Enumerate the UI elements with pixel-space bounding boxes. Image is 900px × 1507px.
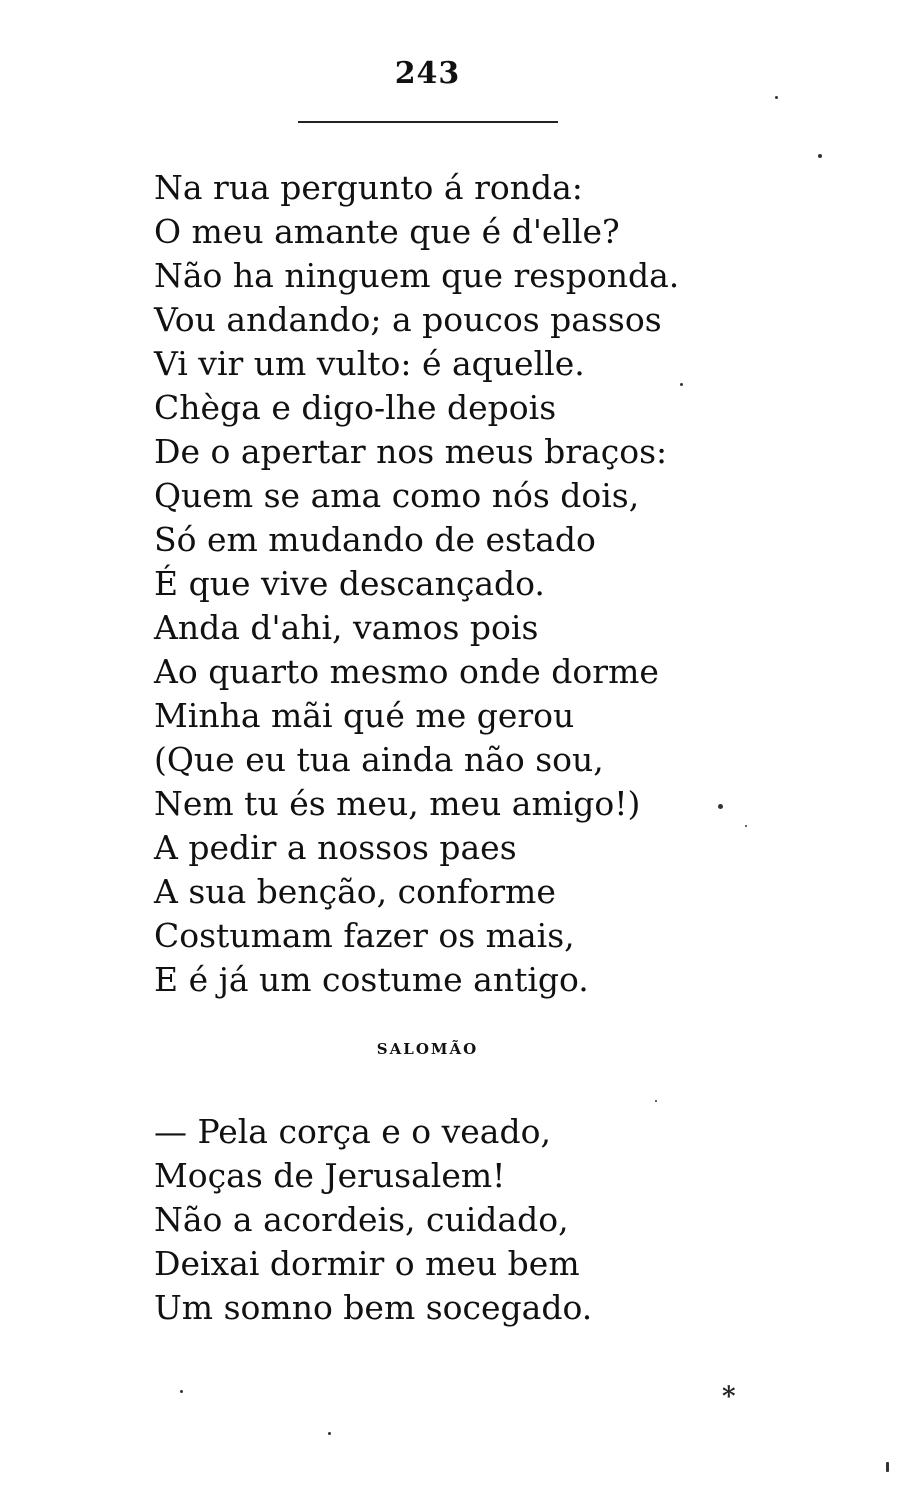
stanza-1 [154,166,679,1002]
verse-line: Chèga e digo-lhe depois [154,388,557,427]
footer-asterisk: * [722,1382,736,1412]
verse-line: (Que eu tua ainda não sou, [154,740,604,779]
speaker-heading: SALOMÃO [376,1040,479,1058]
verse-line: Vi vir um vulto: é aquelle. [154,344,585,383]
verse-line: Um somno bem socegado. [154,1288,593,1327]
print-speck [745,825,747,827]
verse-line: De o apertar nos meus braços: [154,432,668,471]
print-speck [680,383,683,386]
print-speck [886,1462,889,1472]
verse-line: E é já um costume antigo. [154,960,589,999]
verse-line: A pedir a nossos paes [154,828,517,867]
verse-line: Só em mudando de estado [154,520,596,559]
print-speck [818,154,822,158]
verse-line: A sua benção, conforme [154,872,556,911]
verse-line: Anda d'ahi, vamos pois [154,608,539,647]
verse-line: O meu amante que é d'elle? [154,212,620,251]
verse-line: Moças de Jerusalem! [154,1156,506,1195]
verse-line: Deixai dormir o meu bem [154,1244,580,1283]
verse-line: Nem tu és meu, meu amigo!) [154,784,641,823]
header-rule [298,121,558,123]
verse-line: Não ha ninguem que responda. [154,256,680,295]
page-number: 243 [394,56,461,91]
verse-line: Na rua pergunto á ronda: [154,168,583,207]
stanza-2 [154,1110,592,1330]
verse-line: Quem se ama como nós dois, [154,476,640,515]
print-speck [718,804,723,809]
verse-line: — Pela corça e o veado, [154,1112,551,1151]
print-speck [655,1100,657,1102]
print-speck [180,1390,183,1393]
print-speck [328,1432,331,1435]
verse-line: Costumam fazer os mais, [154,916,575,955]
verse-line: Ao quarto mesmo onde dorme [154,652,659,691]
verse-line: Minha mãi qué me gerou [154,696,575,735]
verse-line: Não a acordeis, cuidado, [154,1200,569,1239]
print-speck [775,96,778,99]
verse-line: É que vive descançado. [154,564,545,603]
verse-line: Vou andando; a poucos passos [154,300,662,339]
